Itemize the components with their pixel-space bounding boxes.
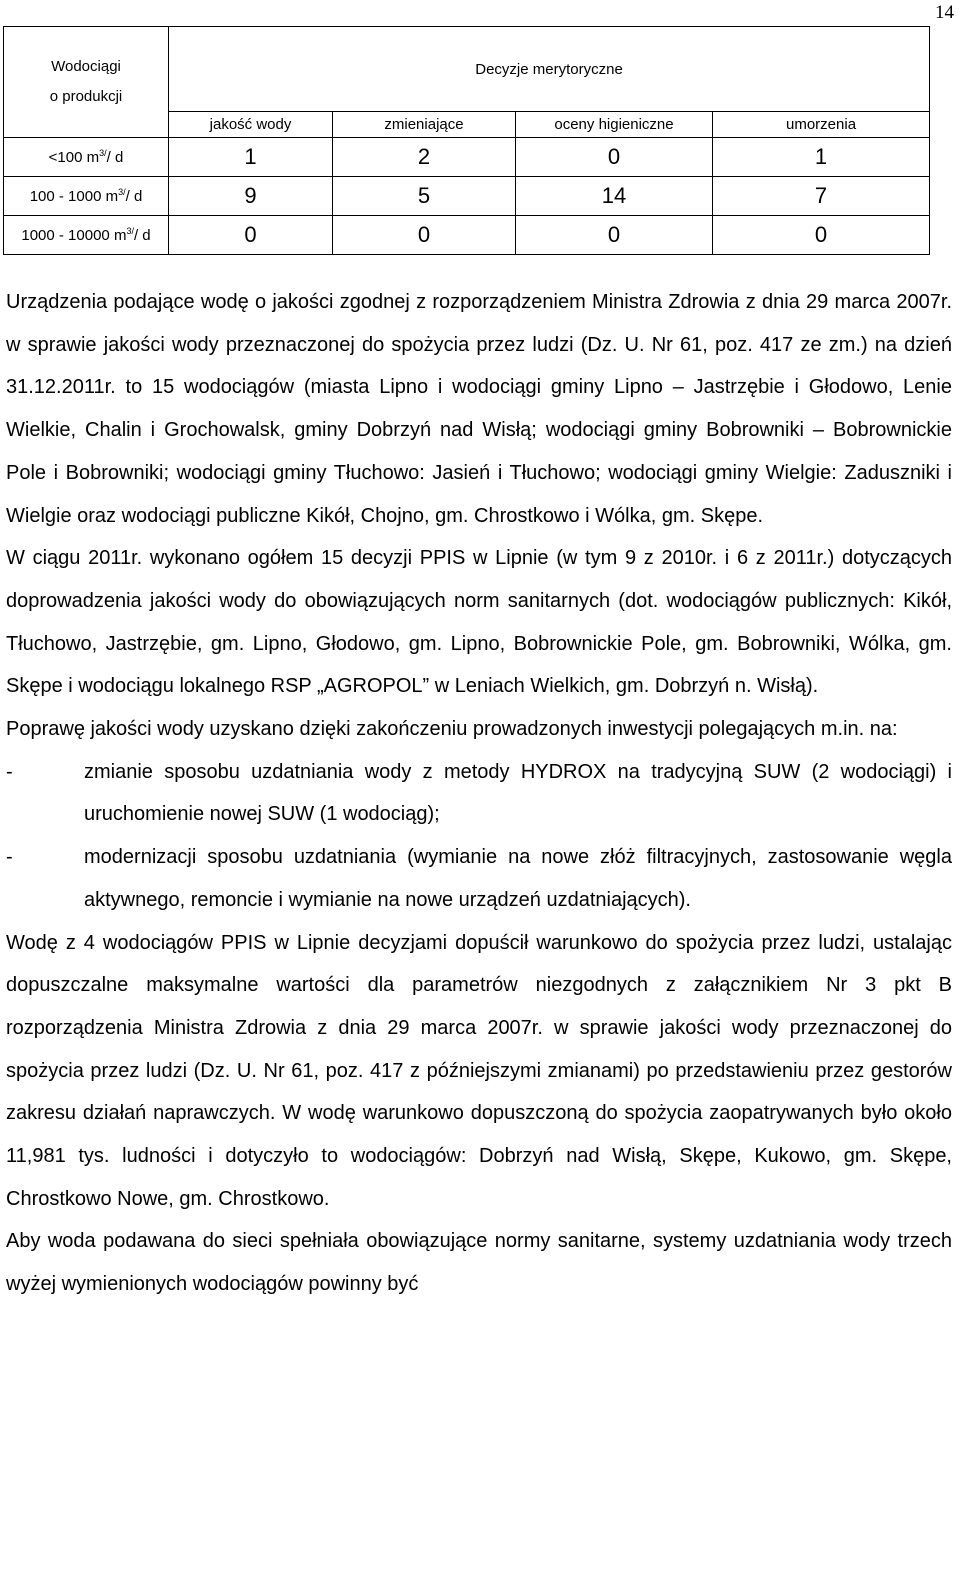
paragraph-conditional-approval: Wodę z 4 wodociągów PPIS w Lipnie decyzjami dopuścił warunkowo do spożycia przez ludzi, ustalając dopuszczalne maksymalne wartości dla parametrów niezgodnych z załącznikiem Nr 3 pkt B rozporządzenia Ministra Zdrowia z dnia 29 marca 2007r. w sprawie jakości wody przeznaczonej do spożycia przez ludzi (Dz. U. Nr 61, poz. 417 z późniejszymi zmianami) po przedstawieniu przez gestorów zakresu działań naprawczych. W wodę warunkowo dopuszczoną do spożycia zaopatrywanych było około 11,981 tys. ludności i dotyczyło to wodociągów: Dobrzyń nad Wisłą, Skępe, Kukowo, gm. Skępe, Chrostkowo Nowe, gm. Chrostkowo. (6, 931, 952, 1210)
table-cell: 0 (516, 138, 713, 177)
paragraph-water-quality: Urządzenia podające wodę o jakości zgodnej z rozporządzeniem Ministra Zdrowia z dnia 29 marca 2007r. w sprawie jakości wody przeznaczonej do spożycia przez ludzi (Dz. U. Nr 61, poz. 417 ze zm.) na dzień 31.12.2011r. to 15 wodociągów (miasta Lipno i wodociągi gminy Lipno – Jastrzębie i Głodowo, Lenie Wielkie, Chalin i Grochowalsk, gminy Dobrzyń nad Wisłą; wodociągi gminy Bobrowniki – Bobrownickie Pole i Bobrowniki; wodociągi gminy Tłuchowo: Jasień i Tłuchowo; wodociągi gminy Wielgie: Zaduszniki i Wielgie oraz wodociągi publiczne Kikół, Chojno, gm. Chrostkowo i Wólka, gm. Skępe. (6, 291, 952, 527)
list-item (6, 751, 952, 836)
table-cell: 2 (333, 138, 516, 177)
table-cell: 9 (169, 177, 333, 216)
table-cell: 1 (713, 138, 930, 177)
table-cell: 14 (516, 177, 713, 216)
table-cell: 5 (333, 177, 516, 216)
row-label: 1000 - 10000 $m^{3/}/$ d (4, 216, 169, 255)
row-label: <100 $m^{3/}/$ d (4, 138, 169, 177)
row-label: 100 - 1000 $m^{3/}/$ d (4, 177, 169, 216)
header-title: Decyzje merytoryczne (169, 27, 930, 112)
corner-label-line1: Wodociągi (51, 58, 121, 75)
paragraph-improvement: Poprawę jakości wody uzyskano dzięki zakończeniu prowadzonych inwestycji polegających m.in. na: (6, 718, 898, 741)
column-header: oceny higieniczne (516, 112, 713, 138)
column-header: jakość wody (169, 112, 333, 138)
column-header: zmieniające (333, 112, 516, 138)
table-cell: 1 (169, 138, 333, 177)
table-cell: 0 (516, 216, 713, 255)
table-row (4, 138, 930, 177)
corner-label-line2: o produkcji (49, 88, 123, 105)
table-cell: 0 (169, 216, 333, 255)
table-row (4, 177, 930, 216)
table-cell: 7 (713, 177, 930, 216)
table-cell: 0 (713, 216, 930, 255)
bullet-text: modernizacji sposobu uzdatniania (wymianie na nowe złóż filtracyjnych, zastosowanie węgla aktywnego, remoncie i wymianie na nowe urządzeń uzdatniających). (84, 846, 952, 911)
bullet-marker: - (6, 846, 13, 869)
paragraph-treatment-systems: Aby woda podawana do sieci spełniała obowiązujące normy sanitarne, systemy uzdatniania wody trzech wyżej wymienionych wodociągów powinny być (6, 1230, 952, 1296)
bullet-marker: - (6, 760, 13, 783)
body-text (6, 281, 952, 1306)
page-number: 14 (935, 2, 954, 23)
table-row (4, 216, 930, 255)
table-cell: 0 (333, 216, 516, 255)
decisions-table (3, 26, 930, 255)
paragraph-decisions: W ciągu 2011r. wykonano ogółem 15 decyzji PPIS w Lipnie (w tym 9 z 2010r. i 6 z 2011r.) dotyczących doprowadzenia jakości wody do obowiązujących norm sanitarnych (dot. wodociągów publicznych: Kikół, Tłuchowo, Jastrzębie, gm. Lipno, Głodowo, gm. Lipno, Bobrownickie Pole, gm. Bobrowniki, Wólka, gm. Skępe i wodociągu lokalnego RSP „AGROPOL” w Leniach Wielkich, gm. Dobrzyń n. Wisłą). (6, 547, 952, 698)
corner-label (4, 27, 169, 138)
bullet-text: zmianie sposobu uzdatniania wody z metody HYDROX na tradycyjną SUW (2 wodociągi) i uruchomienie nowej SUW (1 wodociąg); (84, 760, 952, 826)
column-header: umorzenia (713, 112, 930, 138)
list-item (6, 836, 952, 921)
